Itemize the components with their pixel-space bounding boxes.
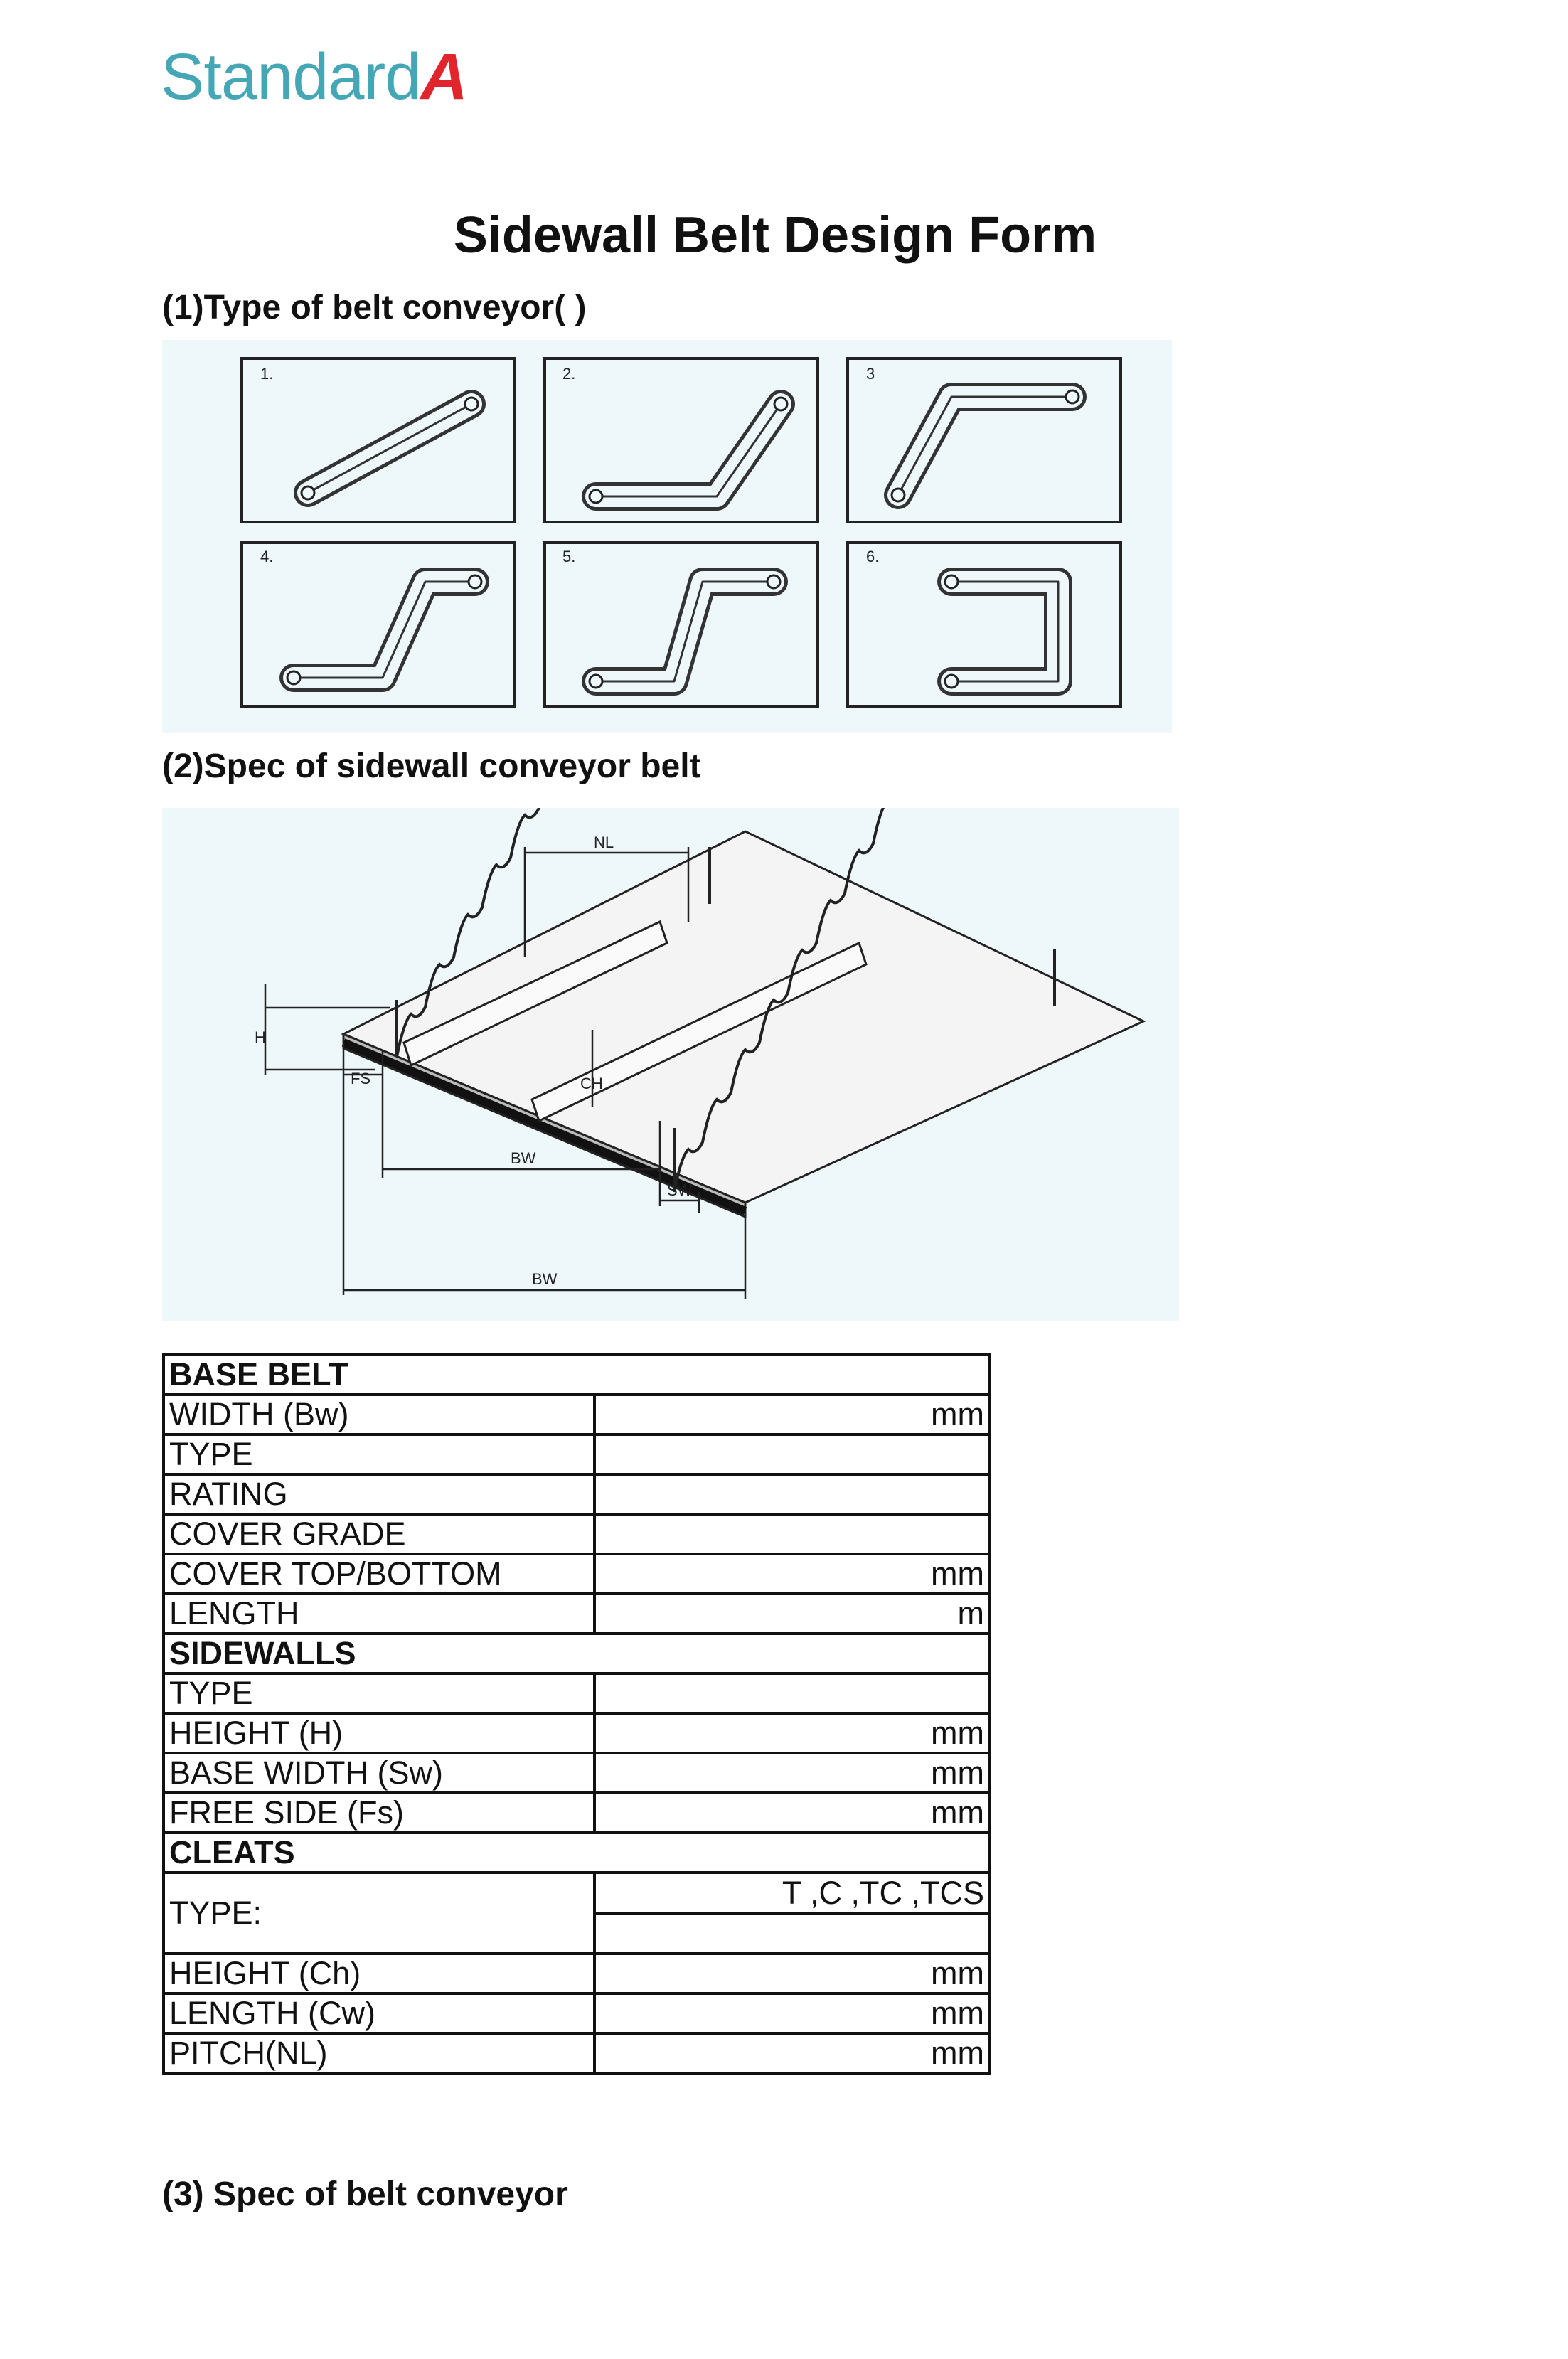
sw-free-label: FREE SIDE (Fs): [164, 1793, 594, 1833]
label-nl: NL: [594, 834, 614, 851]
width-label: WIDTH (Bw): [164, 1395, 594, 1434]
label-fs: FS: [351, 1070, 371, 1087]
cover-tb-label: COVER TOP/BOTTOM: [164, 1554, 594, 1594]
sw-height-value[interactable]: mm: [594, 1713, 990, 1753]
table-row: [164, 1634, 990, 1673]
rating-label: RATING: [164, 1474, 594, 1514]
belt-type-diagrams: [162, 340, 1172, 733]
table-row: [164, 2033, 990, 2073]
table-row: [164, 1434, 990, 1474]
length-label: LENGTH: [164, 1594, 594, 1634]
spec-table: [162, 1353, 991, 2075]
cover-tb-value[interactable]: mm: [594, 1554, 990, 1594]
cl-length-label: LENGTH (Cw): [164, 1993, 594, 2033]
table-row: [164, 1873, 990, 1914]
logo-accent: A: [420, 41, 467, 113]
cover-grade-value[interactable]: [594, 1514, 990, 1554]
type-label-2: 2.: [562, 365, 576, 383]
label-bw-inner: BW: [511, 1149, 536, 1167]
cl-type-options[interactable]: T ,C ,TC ,TCS: [594, 1873, 990, 1914]
type-value[interactable]: [594, 1434, 990, 1474]
sw-base-label: BASE WIDTH (Sw): [164, 1753, 594, 1793]
label-bw-outer: BW: [532, 1270, 558, 1288]
sidewall-belt-panel: [162, 808, 1179, 1321]
cover-grade-label: COVER GRADE: [164, 1514, 594, 1554]
table-row: [164, 1713, 990, 1753]
table-row: [164, 1993, 990, 2033]
cl-type-value[interactable]: [594, 1914, 990, 1954]
table-row: [164, 1753, 990, 1793]
label-ch: CH: [580, 1075, 603, 1092]
table-row: [164, 1554, 990, 1594]
table-row: [164, 1355, 990, 1395]
cl-height-label: HEIGHT (Ch): [164, 1954, 594, 1993]
table-row: [164, 1793, 990, 1833]
label-sw: SW: [667, 1181, 693, 1199]
width-value[interactable]: mm: [594, 1395, 990, 1434]
sw-height-label: HEIGHT (H): [164, 1713, 594, 1753]
type-label-3: 3: [866, 365, 875, 383]
cl-height-value[interactable]: mm: [594, 1954, 990, 1993]
section-1-heading: (1)Type of belt conveyor( ): [162, 289, 587, 326]
cl-pitch-label: PITCH(NL): [164, 2033, 594, 2073]
type-label-4: 4.: [260, 548, 274, 565]
table-row: [164, 1395, 990, 1434]
belt-type-panel: [162, 340, 1172, 733]
sw-base-value[interactable]: mm: [594, 1753, 990, 1793]
sw-type-value[interactable]: [594, 1673, 990, 1713]
logo-text: Standard: [161, 41, 421, 113]
label-h: H: [255, 1028, 266, 1046]
type-label-5: 5.: [562, 548, 576, 565]
sw-free-value[interactable]: mm: [594, 1793, 990, 1833]
table-row: [164, 1474, 990, 1514]
standard-logo: [161, 41, 467, 113]
table-row: [164, 1954, 990, 1993]
cl-pitch-value[interactable]: mm: [594, 2033, 990, 2073]
section-3-heading: (3) Spec of belt conveyor: [162, 2176, 568, 2213]
page-title: Sidewall Belt Design Form: [453, 207, 1097, 264]
section-2-heading: (2)Spec of sidewall conveyor belt: [162, 747, 701, 785]
cl-type-label: TYPE:: [164, 1873, 594, 1954]
sidewall-belt-diagram: [162, 808, 1179, 1321]
type-label-6: 6.: [866, 548, 880, 565]
table-row: [164, 1673, 990, 1713]
type-label-1: 1.: [260, 365, 274, 383]
table-row: [164, 1833, 990, 1873]
sw-type-label: TYPE: [164, 1673, 594, 1713]
length-value[interactable]: m: [594, 1594, 990, 1634]
cl-length-value[interactable]: mm: [594, 1993, 990, 2033]
table-row: [164, 1594, 990, 1634]
type-label: TYPE: [164, 1434, 594, 1474]
cleats-header: CLEATS: [164, 1833, 990, 1873]
table-row: [164, 1514, 990, 1554]
rating-value[interactable]: [594, 1474, 990, 1514]
base-belt-header: BASE BELT: [164, 1355, 990, 1395]
sidewalls-header: SIDEWALLS: [164, 1634, 990, 1673]
